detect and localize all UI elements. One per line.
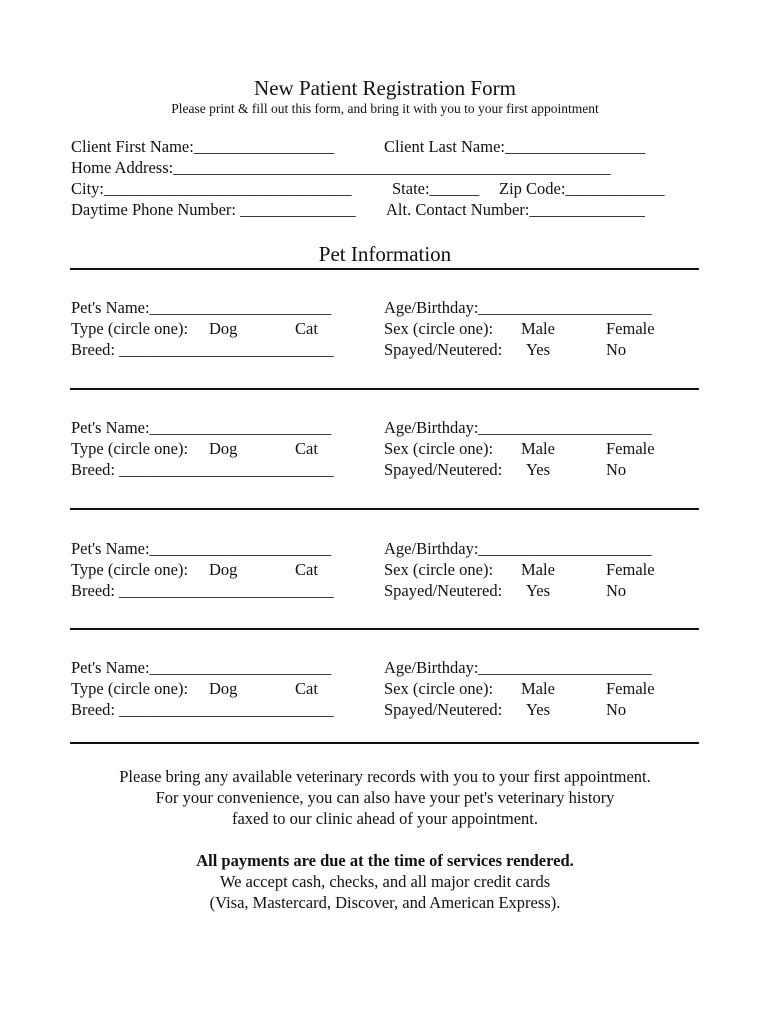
- city-field[interactable]: City:______________________________: [71, 179, 352, 198]
- pet-sex-label: Sex (circle one):: [384, 679, 494, 698]
- section-divider: [70, 268, 699, 270]
- payment-notice-line-2: We accept cash, checks, and all major credit cards: [219, 872, 551, 891]
- pet-sex-female-option[interactable]: Female: [606, 439, 655, 458]
- pet-breed-field[interactable]: Breed: __________________________: [71, 581, 334, 600]
- pet-breed-field[interactable]: Breed: __________________________: [71, 700, 334, 719]
- pet-block-divider: [70, 742, 699, 744]
- pet-name-field[interactable]: Pet's Name:______________________: [71, 298, 332, 317]
- pet-block-divider: [70, 508, 699, 510]
- pet-name-field[interactable]: Pet's Name:______________________: [71, 539, 332, 558]
- pet-sex-female-option[interactable]: Female: [606, 679, 655, 698]
- zip-code-field[interactable]: Zip Code:____________: [499, 179, 665, 198]
- pet-sex-male-option[interactable]: Male: [521, 679, 555, 698]
- pet-type-cat-option[interactable]: Cat: [295, 679, 318, 698]
- pet-name-field[interactable]: Pet's Name:______________________: [71, 418, 332, 437]
- pet-type-cat-option[interactable]: Cat: [295, 439, 318, 458]
- pet-spayed-label: Spayed/Neutered:: [384, 700, 503, 719]
- records-notice-line-1: Please bring any available veterinary records with you to your first appointment.: [119, 767, 651, 786]
- client-first-name-field[interactable]: Client First Name:_________________: [71, 137, 335, 156]
- pet-type-label: Type (circle one):: [71, 319, 189, 338]
- form-subtitle: Please print & fill out this form, and bring it with you to your first appointment: [171, 101, 599, 116]
- alt-contact-field[interactable]: Alt. Contact Number:______________: [386, 200, 645, 219]
- form-title: New Patient Registration Form: [254, 76, 516, 100]
- pet-breed-field[interactable]: Breed: __________________________: [71, 340, 334, 359]
- pet-type-label: Type (circle one):: [71, 439, 189, 458]
- pet-spayed-label: Spayed/Neutered:: [384, 460, 503, 479]
- pet-spayed-no-option[interactable]: No: [606, 700, 627, 719]
- pet-age-field[interactable]: Age/Birthday:_____________________: [384, 418, 652, 437]
- records-notice-line-2: For your convenience, you can also have your pet's veterinary history: [155, 788, 615, 807]
- pet-type-cat-option[interactable]: Cat: [295, 560, 318, 579]
- pet-spayed-no-option[interactable]: No: [606, 340, 627, 359]
- payment-notice-heading: All payments are due at the time of services rendered.: [196, 851, 574, 870]
- pet-age-field[interactable]: Age/Birthday:_____________________: [384, 658, 652, 677]
- pet-spayed-no-option[interactable]: No: [606, 581, 627, 600]
- pet-spayed-yes-option[interactable]: Yes: [526, 581, 551, 600]
- pet-sex-female-option[interactable]: Female: [606, 319, 655, 338]
- pet-breed-field[interactable]: Breed: __________________________: [71, 460, 334, 479]
- pet-type-dog-option[interactable]: Dog: [209, 319, 238, 338]
- pet-spayed-no-option[interactable]: No: [606, 460, 627, 479]
- pet-sex-male-option[interactable]: Male: [521, 439, 555, 458]
- home-address-field[interactable]: Home Address:_____________________________________________________: [71, 158, 611, 177]
- pet-sex-label: Sex (circle one):: [384, 439, 494, 458]
- pet-spayed-yes-option[interactable]: Yes: [526, 340, 551, 359]
- records-notice-line-3: faxed to our clinic ahead of your appointment.: [231, 809, 539, 828]
- pet-sex-label: Sex (circle one):: [384, 560, 494, 579]
- pet-spayed-yes-option[interactable]: Yes: [526, 700, 551, 719]
- pet-type-label: Type (circle one):: [71, 679, 189, 698]
- pet-sex-male-option[interactable]: Male: [521, 319, 555, 338]
- pet-block-divider: [70, 388, 699, 390]
- client-last-name-field[interactable]: Client Last Name:_________________: [384, 137, 646, 156]
- pet-type-dog-option[interactable]: Dog: [209, 679, 238, 698]
- pet-block-divider: [70, 628, 699, 630]
- payment-notice-line-3: (Visa, Mastercard, Discover, and American Express).: [209, 893, 561, 912]
- pet-sex-male-option[interactable]: Male: [521, 560, 555, 579]
- pet-spayed-yes-option[interactable]: Yes: [526, 460, 551, 479]
- pet-sex-female-option[interactable]: Female: [606, 560, 655, 579]
- pet-spayed-label: Spayed/Neutered:: [384, 340, 503, 359]
- pet-information-heading: Pet Information: [318, 242, 452, 266]
- state-field[interactable]: State:______: [392, 179, 480, 198]
- pet-age-field[interactable]: Age/Birthday:_____________________: [384, 298, 652, 317]
- pet-spayed-label: Spayed/Neutered:: [384, 581, 503, 600]
- pet-type-cat-option[interactable]: Cat: [295, 319, 318, 338]
- daytime-phone-field[interactable]: Daytime Phone Number: ______________: [71, 200, 356, 219]
- pet-age-field[interactable]: Age/Birthday:_____________________: [384, 539, 652, 558]
- pet-type-label: Type (circle one):: [71, 560, 189, 579]
- pet-type-dog-option[interactable]: Dog: [209, 439, 238, 458]
- pet-type-dog-option[interactable]: Dog: [209, 560, 238, 579]
- pet-name-field[interactable]: Pet's Name:______________________: [71, 658, 332, 677]
- pet-sex-label: Sex (circle one):: [384, 319, 494, 338]
